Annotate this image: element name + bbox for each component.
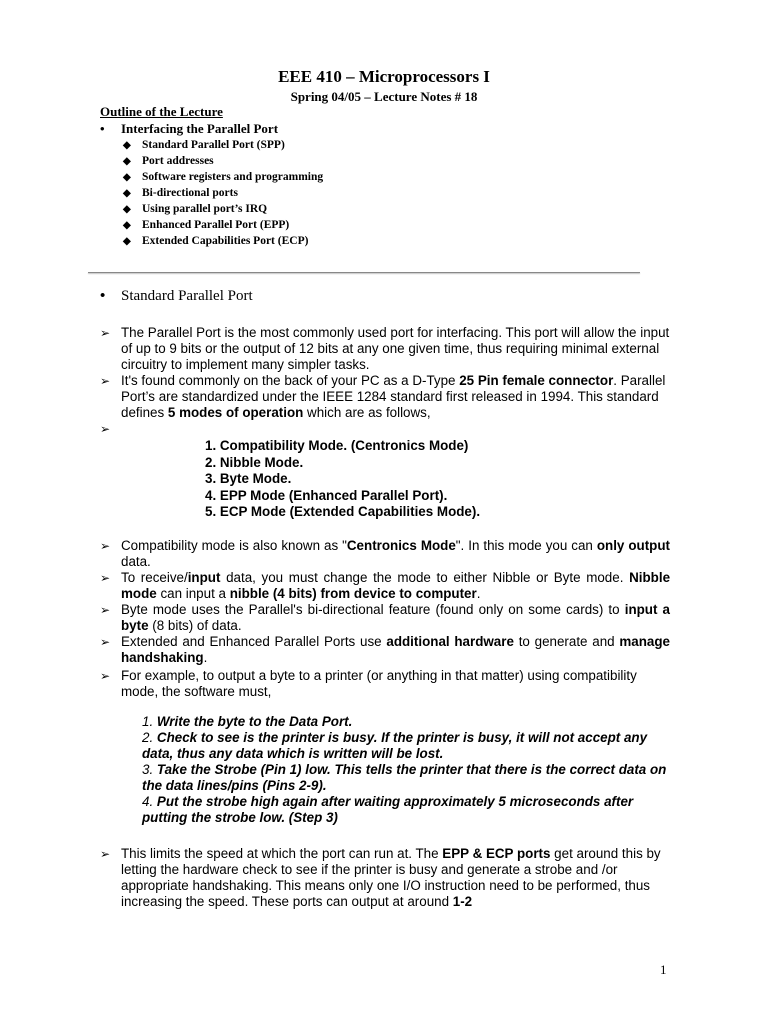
outline-subitem-label: Bi-directional ports	[142, 187, 238, 199]
modes-list	[205, 438, 480, 521]
paragraph-text: For example, to output a byte to a printer (or anything in that matter) using compatibility mode, the software must,	[121, 668, 637, 699]
paragraph-text	[121, 634, 670, 666]
mode-item: 4. EPP Mode (Enhanced Parallel Port).	[205, 487, 448, 503]
text-run: This limits the speed at which the port can run at. The	[121, 846, 443, 861]
text-run: . Parallel Port’s are standardized under the IEEE 1284 standard first released in 1994. This standard defines	[121, 373, 666, 420]
text-run: .	[203, 650, 208, 665]
arrow-bullet-icon: ➢	[100, 635, 111, 649]
section-heading	[100, 288, 253, 305]
arrow-bullet-icon: ➢	[100, 571, 111, 585]
paragraph-compatibility-mode	[100, 538, 670, 570]
outline-subitem	[123, 217, 323, 233]
mode-item: 5. ECP Mode (Extended Capabilities Mode).	[205, 504, 481, 519]
text-run-bold: only output	[596, 538, 670, 553]
outline-subitem	[123, 153, 323, 169]
step-number: 3.	[142, 762, 154, 777]
outline-subitem	[123, 233, 323, 249]
outline-heading: Outline of the Lecture	[100, 104, 223, 119]
step-item	[142, 794, 670, 826]
text-run: Extended and Enhanced Parallel Ports use	[121, 634, 387, 649]
step-text: Write the byte to the Data Port.	[156, 714, 353, 729]
text-run: to generate and	[513, 634, 620, 649]
section-heading-label: Standard Parallel Port	[121, 288, 253, 304]
text-run: get around this by letting the hardware check to see if the printer is busy and generate a strobe and /or appropriate handshaking. This means only one I/O instruction need to be performed, thus increasing the speed. These ports can output at around	[121, 846, 661, 909]
text-run-bold: 25 Pin female connector	[459, 373, 614, 388]
arrow-bullet-icon: ➢	[100, 539, 111, 553]
step-item	[142, 730, 670, 762]
step-item	[142, 762, 670, 794]
text-run: (8 bits) of data.	[148, 618, 242, 633]
outline-subitem-label: Software registers and programming	[142, 171, 324, 183]
text-run-bold: input	[187, 570, 221, 585]
outline-subitem-label: Using parallel port’s IRQ	[142, 203, 268, 215]
bullet-icon: •	[100, 288, 106, 304]
text-run: which are as follows,	[303, 405, 431, 420]
step-number: 1.	[142, 714, 154, 729]
arrow-bullet-icon: ➢	[100, 847, 111, 861]
text-run: Byte mode uses the Parallel's bi-directional feature (found only on some cards) to	[121, 602, 625, 617]
text-run-bold: Centronics Mode	[346, 538, 456, 553]
arrow-bullet-icon: ➢	[100, 326, 111, 340]
text-run-bold: Nibble mode	[121, 570, 671, 601]
paragraph-example	[100, 668, 670, 700]
mode-item: 1. Compatibility Mode. (Centronics Mode)	[205, 438, 469, 453]
paragraph-text	[121, 602, 670, 634]
bullet-icon: •	[100, 121, 105, 136]
paragraph-connector	[100, 373, 670, 421]
steps-list	[142, 714, 670, 826]
mode-item: 3. Byte Mode.	[205, 471, 292, 486]
outline-subitem	[123, 185, 323, 201]
text-run: It's found commonly on the back of your PC as a D-Type	[121, 373, 460, 388]
text-run: data, you must change the mode to either Nibble or Byte mode.	[220, 570, 630, 585]
section-divider	[88, 272, 640, 273]
text-run: Compatibility mode is also known as "	[121, 538, 347, 553]
diamond-bullet-icon: ◆	[123, 236, 131, 247]
arrow-bullet-icon: ➢	[100, 374, 111, 388]
outline-subitem-label: Extended Capabilities Port (ECP)	[142, 235, 309, 247]
document-title: EEE 410 – Microprocessors I	[278, 67, 490, 86]
diamond-bullet-icon: ◆	[123, 220, 131, 231]
outline-subitems	[123, 137, 323, 249]
outline-subitem	[123, 137, 323, 153]
paragraph-input-mode	[100, 570, 670, 602]
text-run-bold: 1-2	[452, 894, 473, 909]
step-text: Put the strobe high again after waiting approximately 5 microseconds after putting the strobe low. (Step 3)	[142, 794, 634, 825]
diamond-bullet-icon: ◆	[123, 156, 131, 167]
text-run-bold: additional hardware	[386, 634, 514, 649]
diamond-bullet-icon: ◆	[123, 140, 131, 151]
text-run-bold: 5 modes of operation	[167, 405, 304, 420]
page-number: 1	[660, 962, 667, 977]
text-run: can input a	[156, 586, 230, 601]
text-run: .	[476, 586, 481, 601]
paragraph-text	[121, 846, 670, 910]
text-run: To receive/	[121, 570, 188, 585]
outline-subitem-label: Port addresses	[142, 155, 214, 167]
paragraph-text: The Parallel Port is the most commonly used port for interfacing. This port will allow the input of up to 9 bits or the output of 12 bits at any one given time, thus requiring minimal external circuitry to implement many simpler tasks.	[121, 325, 670, 372]
text-run-bold: EPP & ECP ports	[442, 846, 551, 861]
outline-subitem-label: Enhanced Parallel Port (EPP)	[142, 219, 290, 231]
step-text: Check to see is the printer is busy. If the printer is busy, it will not accept any data, thus any data which is written will be lost.	[142, 730, 648, 761]
step-number: 4.	[142, 794, 154, 809]
text-run-bold: nibble (4 bits) from device to computer	[229, 586, 477, 601]
paragraph-text	[121, 570, 670, 602]
outline-item-label: Interfacing the Parallel Port	[121, 121, 279, 136]
paragraph-extended-enhanced	[100, 634, 670, 666]
outline-subitem	[123, 201, 323, 217]
mode-item: 2. Nibble Mode.	[205, 454, 304, 470]
arrow-bullet-icon: ➢	[100, 669, 111, 683]
text-run: ". In this mode you can	[455, 538, 597, 553]
paragraph-parallel-port-intro	[100, 325, 670, 373]
step-number: 2.	[142, 730, 154, 745]
diamond-bullet-icon: ◆	[123, 172, 131, 183]
text-run-bold: input a byte	[121, 602, 670, 633]
outline-subitem	[123, 169, 323, 185]
step-text: Take the Strobe (Pin 1) low. This tells the printer that there is the correct data on the data lines/pins (Pins 2-9).	[142, 762, 667, 793]
outline-subitem-label: Standard Parallel Port (SPP)	[142, 139, 285, 151]
paragraph-byte-mode	[100, 602, 670, 634]
paragraph-speed-limits	[100, 846, 670, 910]
step-item	[142, 714, 670, 730]
document-subtitle: Spring 04/05 – Lecture Notes # 18	[290, 89, 478, 104]
paragraph-text	[121, 538, 670, 570]
text-run: data.	[121, 554, 151, 569]
outline-item	[100, 121, 278, 137]
diamond-bullet-icon: ◆	[123, 188, 131, 199]
diamond-bullet-icon: ◆	[123, 204, 131, 215]
arrow-bullet-icon: ➢	[100, 422, 111, 436]
paragraph-text	[121, 373, 670, 421]
text-run-bold: manage handshaking	[121, 634, 670, 665]
arrow-bullet-icon: ➢	[100, 603, 111, 617]
